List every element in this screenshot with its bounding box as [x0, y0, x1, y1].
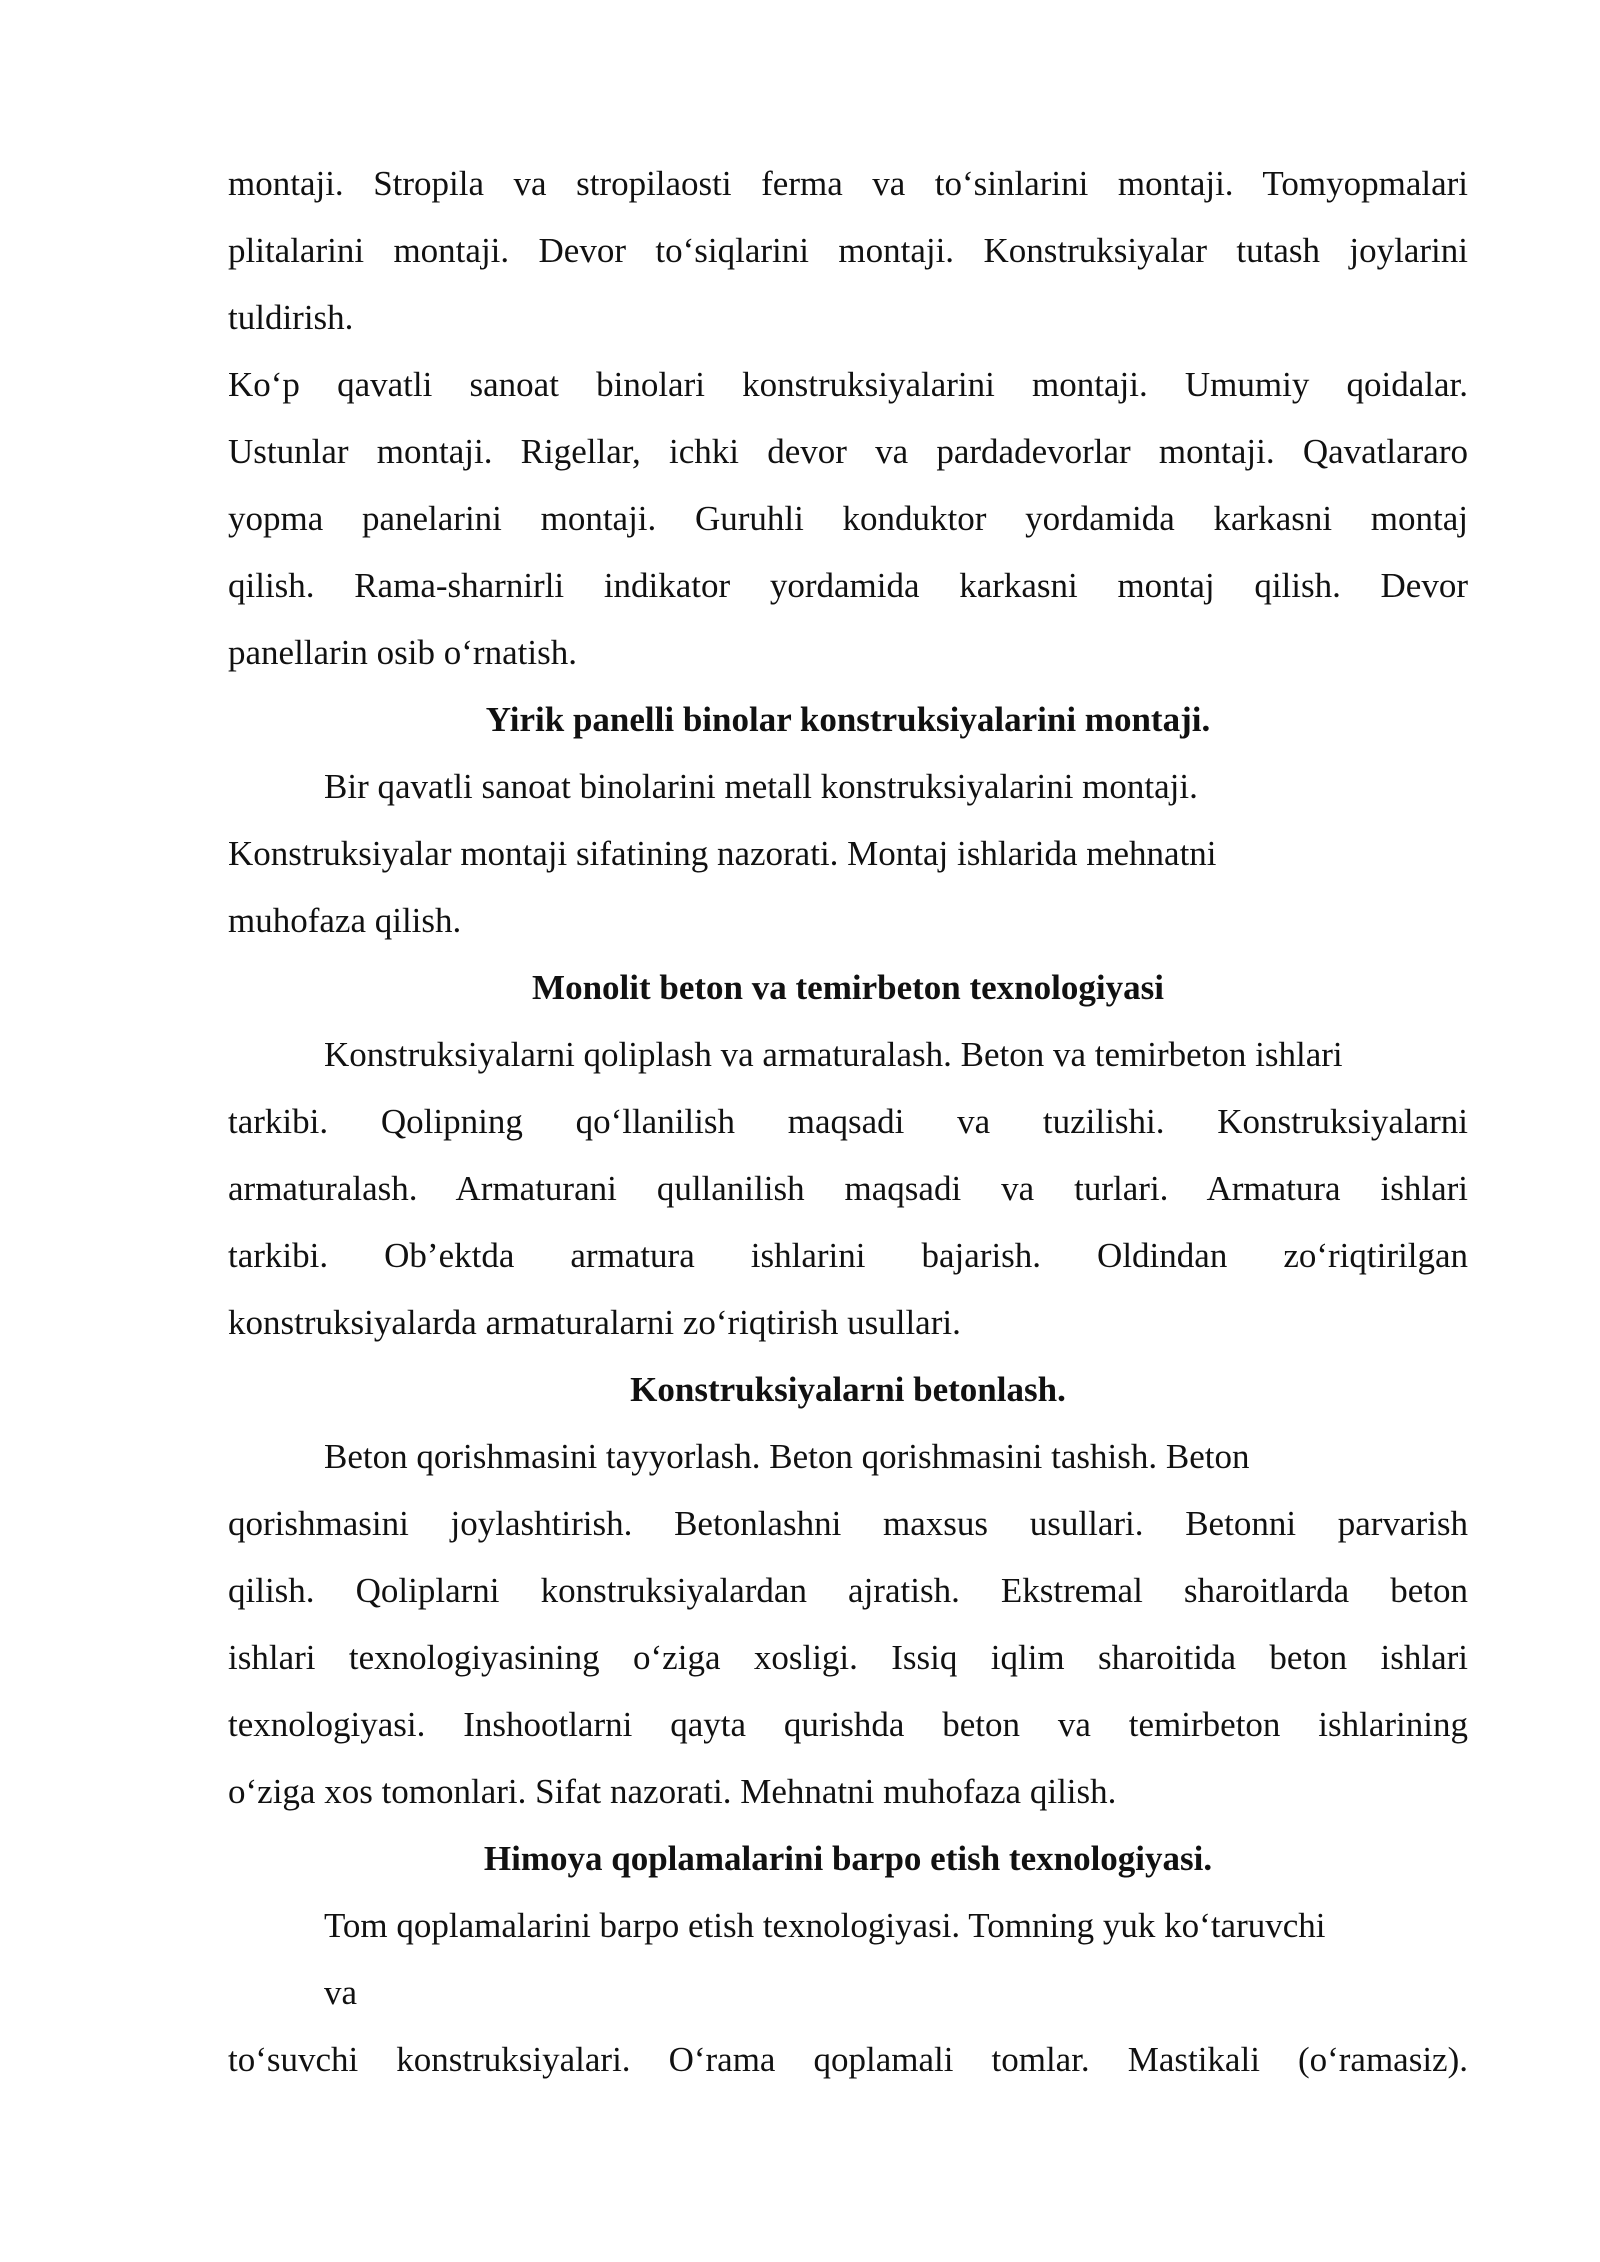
body-text-line: tarkibi. Qolipning qo‘llanilish maqsadi va tuzilishi. Konstruksiyalarni — [228, 1102, 1468, 1141]
body-text-line: yopma panelarini montaji. Guruhli konduktor yordamida karkasni montaj — [228, 499, 1468, 538]
body-text-line: qorishmasini joylashtirish. Betonlashni maxsus usullari. Betonni parvarish — [228, 1504, 1468, 1543]
body-text-line: tuldirish. — [228, 298, 354, 337]
body-text-line: panellarin osib o‘rnatish. — [228, 633, 577, 672]
body-text-line: to‘suvchi konstruksiyalari. O‘rama qoplamali tomlar. Mastikali (o‘ramasiz). — [228, 2040, 1468, 2079]
body-text-line: ishlari texnologiyasining o‘ziga xosligi. Issiq iqlim sharoitida beton ishlari — [228, 1638, 1468, 1677]
section-heading: Konstruksiyalarni betonlash. — [630, 1370, 1066, 1409]
body-text-line: Ustunlar montaji. Rigellar, ichki devor va pardadevorlar montaji. Qavatlararo — [228, 432, 1468, 471]
body-text-line: Beton qorishmasini tayyorlash. Beton qorishmasini tashish. Beton — [324, 1437, 1250, 1476]
body-text-line: va — [324, 1973, 358, 2012]
section-heading: Monolit beton va temirbeton texnologiyasi — [532, 968, 1164, 1007]
body-text-line: Konstruksiyalarni qoliplash va armaturalash. Beton va temirbeton ishlari — [324, 1035, 1343, 1074]
body-text-line: Ko‘p qavatli sanoat binolari konstruksiyalarini montaji. Umumiy qoidalar. — [228, 365, 1468, 404]
body-text-line: qilish. Rama-sharnirli indikator yordamida karkasni montaj qilish. Devor — [228, 566, 1468, 605]
section-heading: Himoya qoplamalarini barpo etish texnologiyasi. — [483, 1839, 1213, 1878]
body-text-line: konstruksiyalarda armaturalarni zo‘riqtirish usullari. — [228, 1303, 961, 1342]
body-text-line: montaji. Stropila va stropilaosti ferma va to‘sinlarini montaji. Tomyopmalari — [228, 164, 1468, 203]
body-text-line: tarkibi. Ob’ektda armatura ishlarini bajarish. Oldindan zo‘riqtirilgan — [228, 1236, 1468, 1275]
body-text-line: Tom qoplamalarini barpo etish texnologiyasi. Tomning yuk ko‘taruvchi — [324, 1906, 1326, 1945]
body-text-line: Konstruksiyalar montaji sifatining nazorati. Montaj ishlarida mehnatni — [228, 834, 1217, 873]
body-text-line: plitalarini montaji. Devor to‘siqlarini montaji. Konstruksiyalar tutash joylarini — [228, 231, 1468, 270]
body-text-line: qilish. Qoliplarni konstruksiyalardan ajratish. Ekstremal sharoitlarda beton — [228, 1571, 1468, 1610]
body-text-line: armaturalash. Armaturani qullanilish maqsadi va turlari. Armatura ishlari — [228, 1169, 1468, 1208]
body-text-line: o‘ziga xos tomonlari. Sifat nazorati. Mehnatni muhofaza qilish. — [228, 1772, 1117, 1811]
body-text-line: muhofaza qilish. — [228, 901, 462, 940]
body-text-line: Bir qavatli sanoat binolarini metall konstruksiyalarini montaji. — [324, 767, 1198, 806]
body-text-line: texnologiyasi. Inshootlarni qayta qurishda beton va temirbeton ishlarining — [228, 1705, 1468, 1744]
section-heading: Yirik panelli binolar konstruksiyalarini montaji. — [485, 700, 1211, 739]
